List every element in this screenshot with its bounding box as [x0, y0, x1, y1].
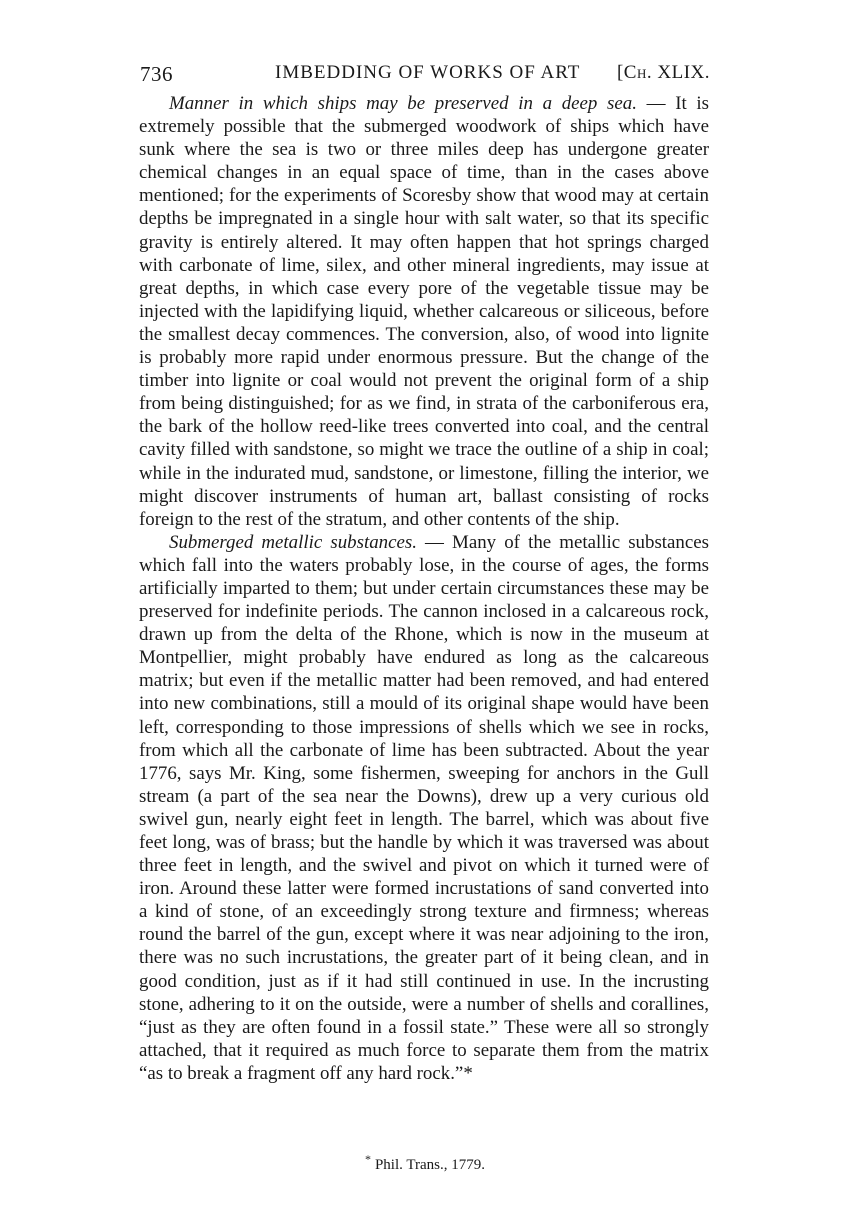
chapter-reference: [Ch. XLIX. [616, 62, 710, 83]
paragraph-text: It is extremely possible that the submerged woodwork of ships which have sunk where the sea is two or three miles deep has undergone greater chemical changes in an equal space of time, than in the cases above mentioned; for the experiments of Scoresby show that wood may at certain depths be impregnated in a single hour with salt water, so that its specific gravity is entirely altered. It may often happen that hot springs charged with carbonate of lime, silex, and other mineral ingredients, may issue at great depths, in which case every pore of the vegetable tissue may be injected with the lapidifying liquid, whether calcareous or siliceous, before the smallest decay commences. The conversion, also, of wood into lignite is probably more rapid under enormous pressure. But the change of the timber into lignite or coal would not prevent the original form of a ship from being distinguished; for as we find, in strata of the carboniferous era, the bark of the hollow reed-like trees converted into coal, and the central cavity filled with sandstone, so might we trace the outline of a ship in coal; while in the indurated mud, sandstone, or limestone, filling the interior, we might discover instruments of human art, ballast consisting of rocks foreign to the rest of the stratum, and other contents of the ship. [139, 93, 709, 530]
footnote [0, 1152, 850, 1174]
running-head [140, 62, 710, 88]
paragraph-text: Many of the metallic substances which fall into the waters probably lose, in the course of ages, the forms artificially imparted to them; but under certain circumstances these may be preserved for indefinite periods. The cannon inclosed in a calcareous rock, drawn up from the delta of the Rhone, which is now in the museum at Montpellier, might probably have endured as long as the calcareous matrix; but even if the metallic matter had been removed, and had entered into new combinations, still a mould of its original shape would have been left, corresponding to those impressions of shells which we see in rocks, from which all the carbonate of lime has been subtracted. About the year 1776, says Mr. King, some fishermen, sweeping for anchors in the Gull stream (a part of the sea near the Downs), drew up a very curious old swivel gun, nearly eight feet in length. The barrel, which was about five feet long, was of brass; but the handle by which it was traversed was about three feet in length, and the swivel and pivot on which it turned were of iron. Around these latter were formed incrustations of sand converted into a kind of stone, of an exceedingly strong texture and firmness; whereas round the barrel of the gun, except where it was near adjoining to the iron, there was no such incrustations, the greater part of it being clean, and in good condition, just as if it had still continued in use. In the incrusting stone, adhering to it on the outside, were a number of shells and corallines, “just as they are often found in a fossil state.” These were all so strongly attached, that it required as much force to separate them from the matrix “as to break a fragment off any hard rock.”* [139, 531, 709, 1084]
paragraph-ships-deep-sea [139, 92, 709, 531]
footnote-text: Phil. Trans., 1779. [374, 1157, 486, 1173]
paragraph-heading: Submerged metallic substances. [169, 531, 417, 553]
paragraph-metallic-substances [139, 531, 709, 1085]
footnote-mark: * [364, 1152, 371, 1166]
body-text [139, 92, 709, 1085]
paragraph-heading: Manner in which ships may be preserved in a deep sea. [169, 93, 637, 114]
running-title: IMBEDDING OF WORKS OF ART [275, 62, 581, 83]
page-number: 736 [140, 62, 173, 86]
heading-dash: — [636, 93, 676, 114]
heading-dash: — [416, 531, 453, 553]
